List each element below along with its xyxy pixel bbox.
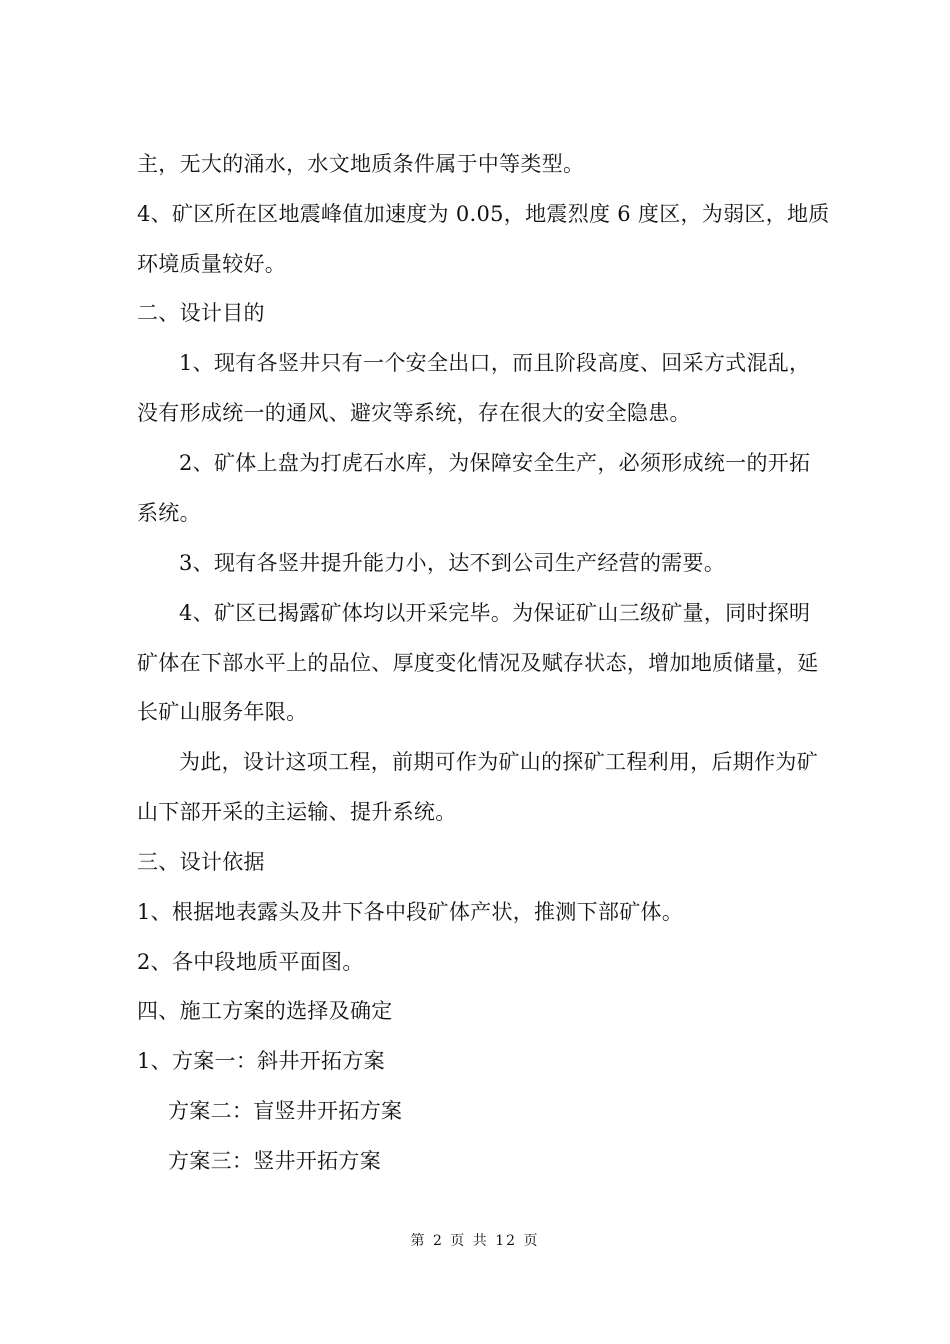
paragraph-line: 1、方案一：斜井开拓方案 bbox=[137, 1049, 385, 1073]
paragraph-line: 2、矿体上盘为打虎石水库，为保障安全生产，必须形成统一的开拓 bbox=[179, 451, 811, 475]
paragraph-line: 2、各中段地质平面图。 bbox=[137, 950, 364, 974]
paragraph-line: 4、矿区所在区地震峰值加速度为 0.05，地震烈度 6 度区，为弱区，地质 bbox=[137, 202, 830, 226]
section-heading: 四、施工方案的选择及确定 bbox=[137, 999, 393, 1023]
paragraph-line: 1、现有各竖井只有一个安全出口，而且阶段高度、回采方式混乱， bbox=[179, 351, 811, 375]
section-heading: 二、设计目的 bbox=[137, 301, 265, 325]
paragraph-line: 矿体在下部水平上的品位、厚度变化情况及赋存状态，增加地质储量，延 bbox=[137, 651, 819, 675]
page-footer: 第 2 页 共 12 页 bbox=[410, 1233, 540, 1249]
paragraph-line: 环境质量较好。 bbox=[137, 252, 287, 276]
paragraph-line: 3、现有各竖井提升能力小，达不到公司生产经营的需要。 bbox=[179, 551, 726, 575]
paragraph-line: 山下部开采的主运输、提升系统。 bbox=[137, 800, 457, 824]
paragraph-line: 没有形成统一的通风、避灾等系统，存在很大的安全隐患。 bbox=[137, 401, 691, 425]
section-heading: 三、设计依据 bbox=[137, 850, 265, 874]
paragraph-line: 4、矿区已揭露矿体均以开采完毕。为保证矿山三级矿量，同时探明 bbox=[179, 601, 811, 625]
paragraph-line: 长矿山服务年限。 bbox=[137, 700, 308, 724]
paragraph-line: 1、根据地表露头及井下各中段矿体产状，推测下部矿体。 bbox=[137, 900, 684, 924]
paragraph-line: 系统。 bbox=[137, 501, 201, 525]
paragraph-line: 方案二：盲竖井开拓方案 bbox=[168, 1099, 403, 1123]
paragraph-line: 为此，设计这项工程，前期可作为矿山的探矿工程利用，后期作为矿 bbox=[179, 750, 818, 774]
paragraph-line: 主，无大的涌水，水文地质条件属于中等类型。 bbox=[137, 152, 585, 176]
paragraph-line: 方案三：竖井开拓方案 bbox=[168, 1149, 381, 1173]
